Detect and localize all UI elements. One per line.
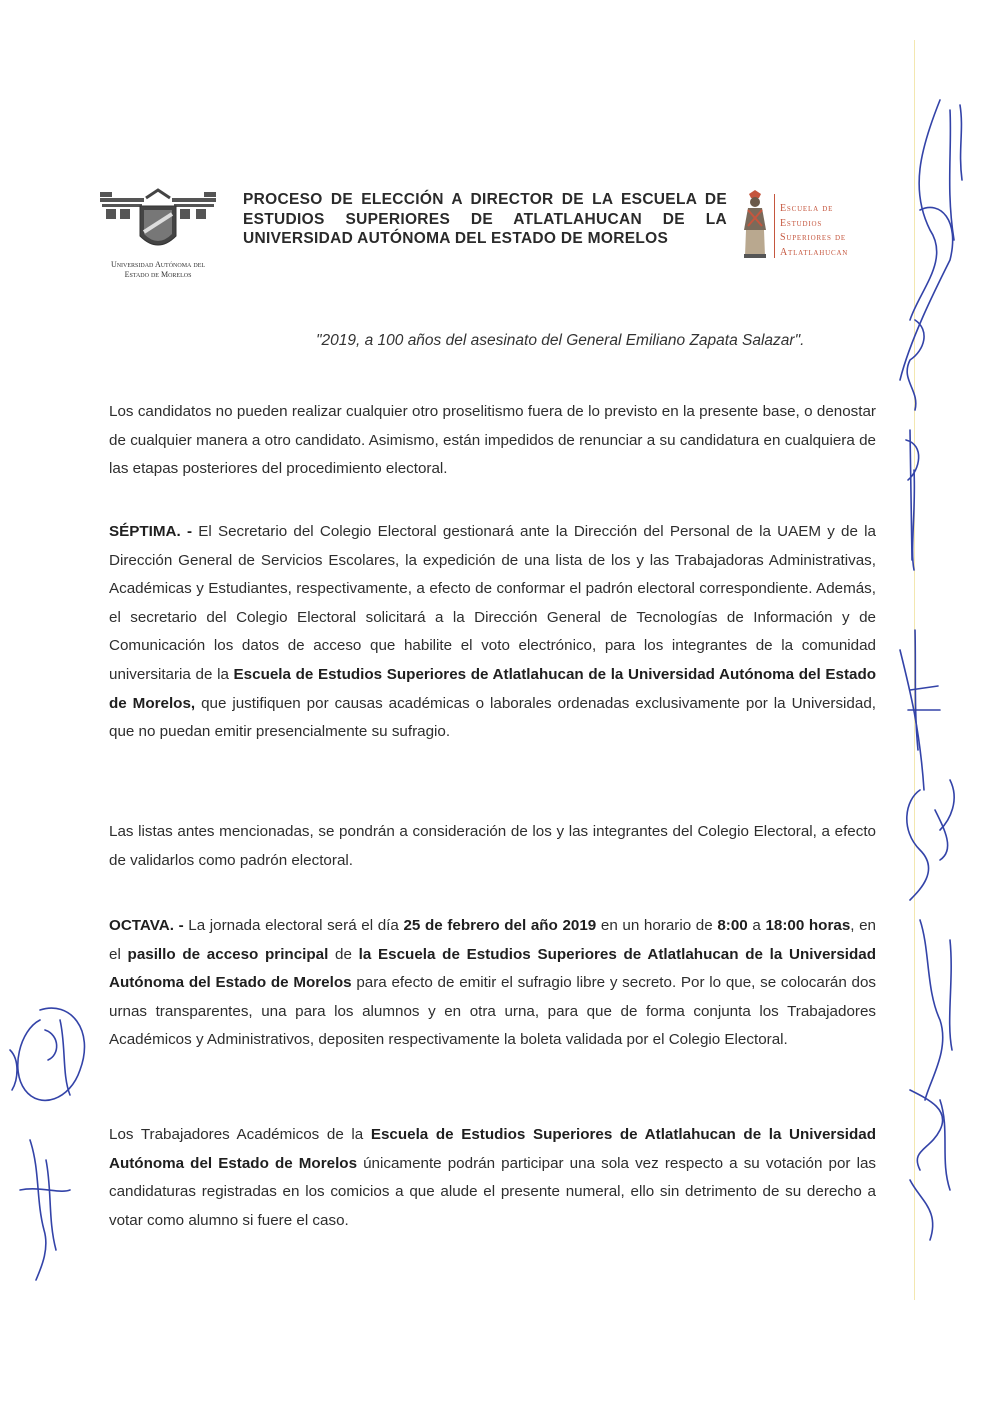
octava-location: pasillo de acceso principal bbox=[127, 945, 329, 963]
left-margin-signatures-icon bbox=[0, 990, 110, 1290]
motto: "2019, a 100 años del asesinato del General Emiliano Zapata Salazar". bbox=[316, 332, 805, 349]
ees-logo-line1: Escuela de bbox=[780, 203, 834, 214]
uaem-name bbox=[96, 260, 220, 280]
septima-text-1: El Secretario del Colegio Electoral gestionará ante la Dirección del Personal de la UAEM y de la Dirección General de Servicios Escolares, la expedición de una lista de los y las Trabajadoras Administrativas, Académicas y Estudiantes, respectivamente, a efecto de conformar el padrón electoral correspondiente. Además, el secretario del Colegio Electoral solicitará a la Dirección General de Tecnologías de Información y de Comunicación los datos de acceso que habilite el voto electrónico, para los integrantes de la comunidad universitaria de la bbox=[109, 523, 876, 683]
trabajadores-school: Escuela de Estudios Superiores de Atlatlahucan de la Universidad Autónoma del Estado de Morelos bbox=[109, 1126, 876, 1172]
octava-text-3: a bbox=[747, 917, 766, 934]
octava-end-time: 18:00 horas bbox=[765, 917, 851, 934]
clause-label-septima: SÉPTIMA. - bbox=[109, 523, 192, 540]
octava-start-time: 8:00 bbox=[717, 917, 748, 934]
clause-label-octava: OCTAVA. - bbox=[109, 917, 184, 934]
paragraph-septima bbox=[109, 518, 876, 747]
octava-text-5: de bbox=[328, 945, 359, 963]
paragraph-octava bbox=[109, 912, 876, 1055]
ees-logo-text bbox=[780, 202, 890, 260]
ees-logo-line2: Estudios bbox=[780, 217, 823, 229]
octava-text-2: en un horario de bbox=[596, 917, 718, 934]
paragraph-proselitismo: Los candidatos no pueden realizar cualquier otro proselitismo fuera de lo previsto en la presente base, o denostar de cualquier manera a otro candidato. Asimismo, están impedidos de renunciar a su candidatura en cualquiera de las etapas posteriores del procedimiento electoral. bbox=[109, 403, 876, 478]
ees-logo bbox=[740, 190, 890, 270]
ees-logo-line4: Atlatlahucan bbox=[780, 246, 849, 258]
octava-text-4: , en el bbox=[109, 917, 877, 963]
margin-signatures-icon bbox=[880, 90, 990, 1270]
septima-text-2: que justifiquen por causas académicas o laborales ordenadas exclusivamente por la Universidad, que no puedan emitir presencialmente su sufragio. bbox=[109, 694, 876, 741]
header-title: PROCESO DE ELECCIÓN A DIRECTOR DE LA ESCUELA DE ESTUDIOS SUPERIORES DE ATLATLAHUCAN DE LA UNIVERSIDAD AUTÓNOMA DEL ESTADO DE MORELOS bbox=[243, 191, 727, 247]
ees-logo-line3: Superiores de bbox=[780, 232, 846, 243]
uaem-name-line1: Universidad Autónoma del bbox=[110, 260, 206, 269]
octava-text-6: para efecto de emitir el sufragio libre y secreto. Por lo que, se colocarán dos urnas transparentes, una para los alumnos y en otra urna, para que de forma conjunta los Trabajadores Académicos y Administrativos, depositen respectivamente la boleta validada por el Colegio Electoral. bbox=[109, 974, 876, 1049]
uaem-name-line2: Estado de Morelos bbox=[124, 270, 192, 279]
uaem-emblem-icon bbox=[96, 188, 220, 260]
paragraph-listas: Las listas antes mencionadas, se pondrán a consideración de los y las integrantes del Colegio Electoral, a efecto de validarlos como padrón electoral. bbox=[109, 823, 876, 869]
ees-logo-divider bbox=[774, 194, 775, 258]
zapata-figure-icon bbox=[740, 190, 770, 262]
trabajadores-text-1: Los Trabajadores Académicos de la bbox=[109, 1126, 371, 1143]
uaem-logo bbox=[96, 188, 220, 288]
octava-school: la Escuela de Estudios Superiores de Atlatlahucan de la Universidad Autónoma del Estado de Morelos bbox=[109, 945, 876, 992]
paragraph-trabajadores bbox=[109, 1121, 876, 1235]
trabajadores-text-2: únicamente podrán participar una sola vez respecto a su votación por las candidaturas registradas en los comicios a que alude el presente numeral, ello sin detrimento de su derecho a votar como alumno si fuere el caso. bbox=[109, 1154, 876, 1229]
octava-text-1: La jornada electoral será el día bbox=[183, 917, 404, 934]
septima-bold-1: Escuela de Estudios Superiores de Atlatlahucan de la Universidad Autónoma del Estado de Morelos, bbox=[109, 665, 876, 712]
margin-rule bbox=[914, 40, 915, 1300]
octava-date: 25 de febrero del año 2019 bbox=[403, 917, 597, 934]
